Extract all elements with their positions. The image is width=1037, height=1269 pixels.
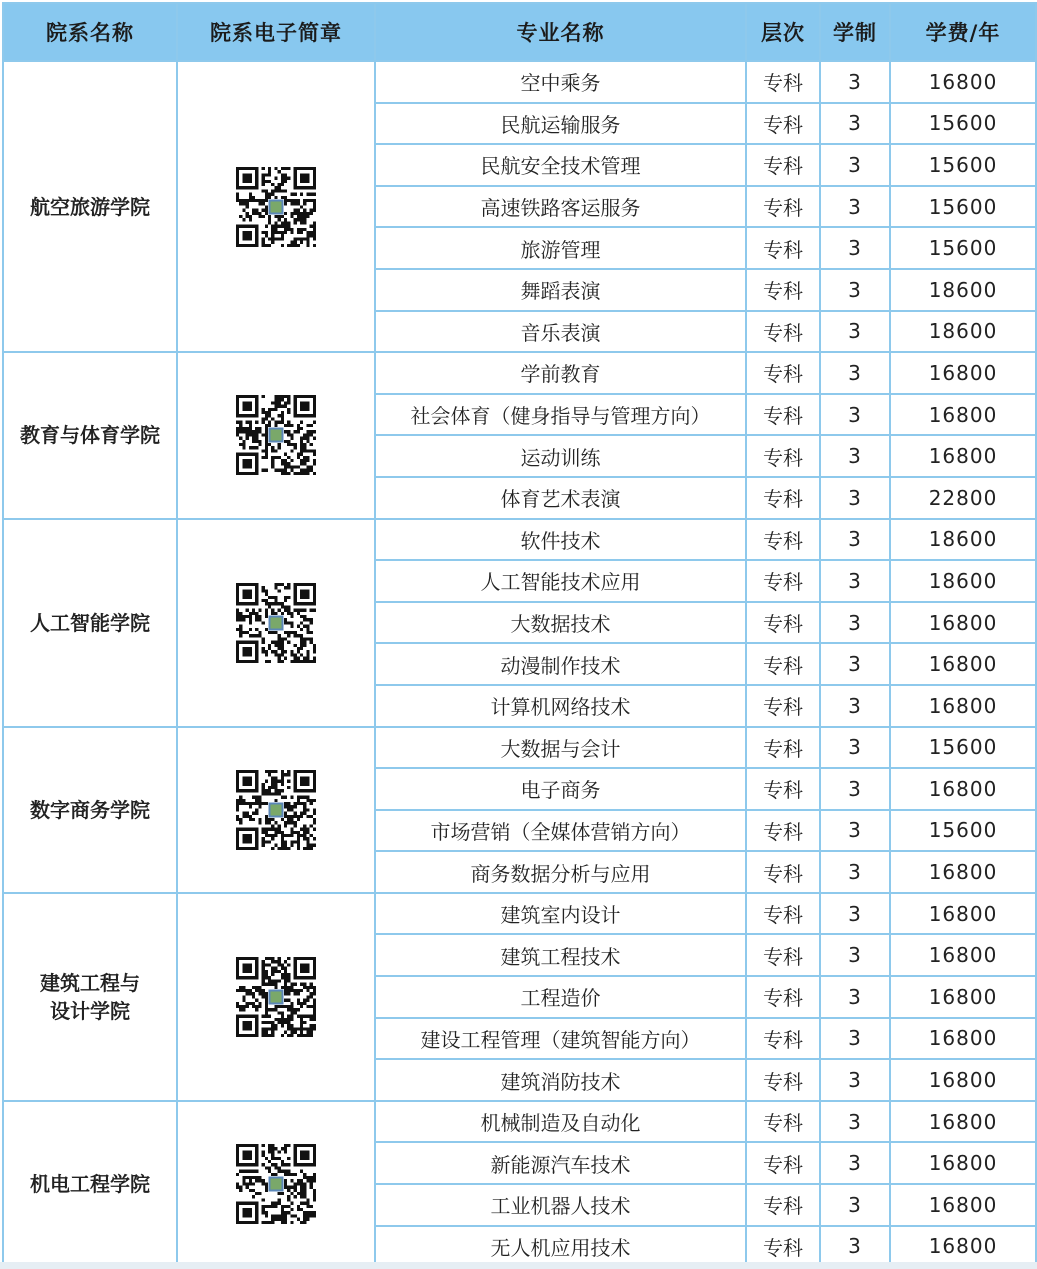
table-row <box>3 893 1036 935</box>
header-tuition: 学费/年 <box>890 3 1036 61</box>
table-row <box>3 352 1036 394</box>
major-level: 专科 <box>746 934 820 976</box>
major-level: 专科 <box>746 61 820 103</box>
major-name: 软件技术 <box>375 519 746 561</box>
bottom-strip <box>0 1262 1037 1269</box>
major-tuition: 16800 <box>890 893 1036 935</box>
major-level: 专科 <box>746 144 820 186</box>
major-name: 体育艺术表演 <box>375 477 746 519</box>
major-duration: 3 <box>820 1184 890 1226</box>
major-duration: 3 <box>820 1018 890 1060</box>
header-major: 专业名称 <box>375 3 746 61</box>
major-duration: 3 <box>820 477 890 519</box>
college-name <box>3 727 177 893</box>
major-level: 专科 <box>746 477 820 519</box>
major-level: 专科 <box>746 602 820 644</box>
major-name: 民航安全技术管理 <box>375 144 746 186</box>
major-name: 音乐表演 <box>375 311 746 353</box>
major-name: 工业机器人技术 <box>375 1184 746 1226</box>
major-tuition: 15600 <box>890 810 1036 852</box>
major-duration: 3 <box>820 311 890 353</box>
major-tuition: 18600 <box>890 311 1036 353</box>
major-tuition: 16800 <box>890 1184 1036 1226</box>
major-level: 专科 <box>746 893 820 935</box>
major-tuition: 16800 <box>890 685 1036 727</box>
qr-code-icon[interactable] <box>236 1144 316 1224</box>
table-row <box>3 1101 1036 1143</box>
major-name: 建筑室内设计 <box>375 893 746 935</box>
major-level: 专科 <box>746 394 820 436</box>
major-name: 新能源汽车技术 <box>375 1142 746 1184</box>
major-name: 高速铁路客运服务 <box>375 186 746 228</box>
major-duration: 3 <box>820 352 890 394</box>
major-tuition: 22800 <box>890 477 1036 519</box>
major-duration: 3 <box>820 560 890 602</box>
major-duration: 3 <box>820 144 890 186</box>
major-name: 计算机网络技术 <box>375 685 746 727</box>
brochure-qr-cell <box>177 61 375 352</box>
major-duration: 3 <box>820 643 890 685</box>
major-name: 动漫制作技术 <box>375 643 746 685</box>
major-duration: 3 <box>820 934 890 976</box>
brochure-qr-cell <box>177 893 375 1101</box>
major-level: 专科 <box>746 186 820 228</box>
major-tuition: 15600 <box>890 186 1036 228</box>
major-tuition: 16800 <box>890 61 1036 103</box>
header-duration: 学制 <box>820 3 890 61</box>
major-duration: 3 <box>820 1101 890 1143</box>
major-name: 市场营销（全媒体营销方向） <box>375 810 746 852</box>
major-duration: 3 <box>820 186 890 228</box>
major-duration: 3 <box>820 685 890 727</box>
major-duration: 3 <box>820 519 890 561</box>
major-tuition: 16800 <box>890 352 1036 394</box>
major-name: 旅游管理 <box>375 227 746 269</box>
major-name: 商务数据分析与应用 <box>375 851 746 893</box>
major-duration: 3 <box>820 727 890 769</box>
major-name: 社会体育（健身指导与管理方向） <box>375 394 746 436</box>
major-name: 运动训练 <box>375 435 746 477</box>
major-duration: 3 <box>820 851 890 893</box>
qr-code-icon[interactable] <box>236 957 316 1037</box>
major-duration: 3 <box>820 810 890 852</box>
major-name: 人工智能技术应用 <box>375 560 746 602</box>
header-college: 院系名称 <box>3 3 177 61</box>
major-name: 电子商务 <box>375 768 746 810</box>
major-tuition: 18600 <box>890 269 1036 311</box>
major-duration: 3 <box>820 61 890 103</box>
table-row <box>3 727 1036 769</box>
major-level: 专科 <box>746 851 820 893</box>
major-tuition: 16800 <box>890 435 1036 477</box>
major-level: 专科 <box>746 1101 820 1143</box>
major-tuition: 16800 <box>890 768 1036 810</box>
major-level: 专科 <box>746 643 820 685</box>
major-tuition: 16800 <box>890 1059 1036 1101</box>
major-tuition: 16800 <box>890 394 1036 436</box>
major-tuition: 15600 <box>890 227 1036 269</box>
major-tuition: 16800 <box>890 643 1036 685</box>
major-tuition: 16800 <box>890 1101 1036 1143</box>
major-tuition: 18600 <box>890 560 1036 602</box>
major-name: 民航运输服务 <box>375 103 746 145</box>
major-duration: 3 <box>820 976 890 1018</box>
major-name: 建筑消防技术 <box>375 1059 746 1101</box>
major-tuition: 15600 <box>890 727 1036 769</box>
major-level: 专科 <box>746 227 820 269</box>
major-duration: 3 <box>820 227 890 269</box>
header-level: 层次 <box>746 3 820 61</box>
college-name <box>3 61 177 352</box>
college-name-line: 数字商务学院 <box>30 797 150 822</box>
major-duration: 3 <box>820 602 890 644</box>
college-name-line: 航空旅游学院 <box>30 194 150 219</box>
major-level: 专科 <box>746 1184 820 1226</box>
majors-table <box>2 2 1037 1268</box>
header-row <box>3 3 1036 61</box>
major-tuition: 16800 <box>890 934 1036 976</box>
major-name: 无人机应用技术 <box>375 1226 746 1268</box>
major-duration: 3 <box>820 1226 890 1268</box>
major-duration: 3 <box>820 1059 890 1101</box>
major-level: 专科 <box>746 1226 820 1268</box>
college-name <box>3 352 177 518</box>
table-row <box>3 519 1036 561</box>
major-level: 专科 <box>746 1018 820 1060</box>
qr-code-icon[interactable] <box>236 167 316 247</box>
major-tuition: 16800 <box>890 976 1036 1018</box>
college-name-line: 建筑工程与 <box>40 970 140 995</box>
table-row <box>3 61 1036 103</box>
major-tuition: 16800 <box>890 602 1036 644</box>
major-level: 专科 <box>746 1059 820 1101</box>
major-tuition: 16800 <box>890 1142 1036 1184</box>
major-name: 大数据技术 <box>375 602 746 644</box>
major-level: 专科 <box>746 560 820 602</box>
major-tuition: 15600 <box>890 103 1036 145</box>
qr-code-icon[interactable] <box>236 583 316 663</box>
college-name-line: 设计学院 <box>50 998 130 1023</box>
college-name <box>3 1101 177 1267</box>
brochure-qr-cell <box>177 727 375 893</box>
major-duration: 3 <box>820 435 890 477</box>
qr-code-icon[interactable] <box>236 770 316 850</box>
major-name: 大数据与会计 <box>375 727 746 769</box>
major-name: 空中乘务 <box>375 61 746 103</box>
majors-body <box>3 61 1036 1267</box>
major-level: 专科 <box>746 768 820 810</box>
major-name: 舞蹈表演 <box>375 269 746 311</box>
major-level: 专科 <box>746 352 820 394</box>
college-name-line: 人工智能学院 <box>30 610 150 635</box>
major-level: 专科 <box>746 435 820 477</box>
major-duration: 3 <box>820 269 890 311</box>
major-tuition: 18600 <box>890 519 1036 561</box>
brochure-qr-cell <box>177 352 375 518</box>
major-level: 专科 <box>746 1142 820 1184</box>
major-level: 专科 <box>746 685 820 727</box>
brochure-qr-cell <box>177 519 375 727</box>
major-level: 专科 <box>746 976 820 1018</box>
college-name-line: 教育与体育学院 <box>20 423 160 448</box>
brochure-qr-cell <box>177 1101 375 1267</box>
major-tuition: 16800 <box>890 1226 1036 1268</box>
header-brochure: 院系电子简章 <box>177 3 375 61</box>
college-name <box>3 893 177 1101</box>
major-tuition: 15600 <box>890 144 1036 186</box>
major-name: 工程造价 <box>375 976 746 1018</box>
major-tuition: 16800 <box>890 1018 1036 1060</box>
major-name: 学前教育 <box>375 352 746 394</box>
college-name-line: 机电工程学院 <box>30 1172 150 1197</box>
qr-code-icon[interactable] <box>236 395 316 475</box>
major-duration: 3 <box>820 1142 890 1184</box>
major-name: 建筑工程技术 <box>375 934 746 976</box>
major-name: 机械制造及自动化 <box>375 1101 746 1143</box>
major-level: 专科 <box>746 727 820 769</box>
major-tuition: 16800 <box>890 851 1036 893</box>
major-name: 建设工程管理（建筑智能方向） <box>375 1018 746 1060</box>
major-level: 专科 <box>746 311 820 353</box>
major-duration: 3 <box>820 394 890 436</box>
major-duration: 3 <box>820 893 890 935</box>
major-level: 专科 <box>746 810 820 852</box>
major-duration: 3 <box>820 103 890 145</box>
college-name <box>3 519 177 727</box>
major-level: 专科 <box>746 269 820 311</box>
major-level: 专科 <box>746 103 820 145</box>
major-duration: 3 <box>820 768 890 810</box>
major-level: 专科 <box>746 519 820 561</box>
